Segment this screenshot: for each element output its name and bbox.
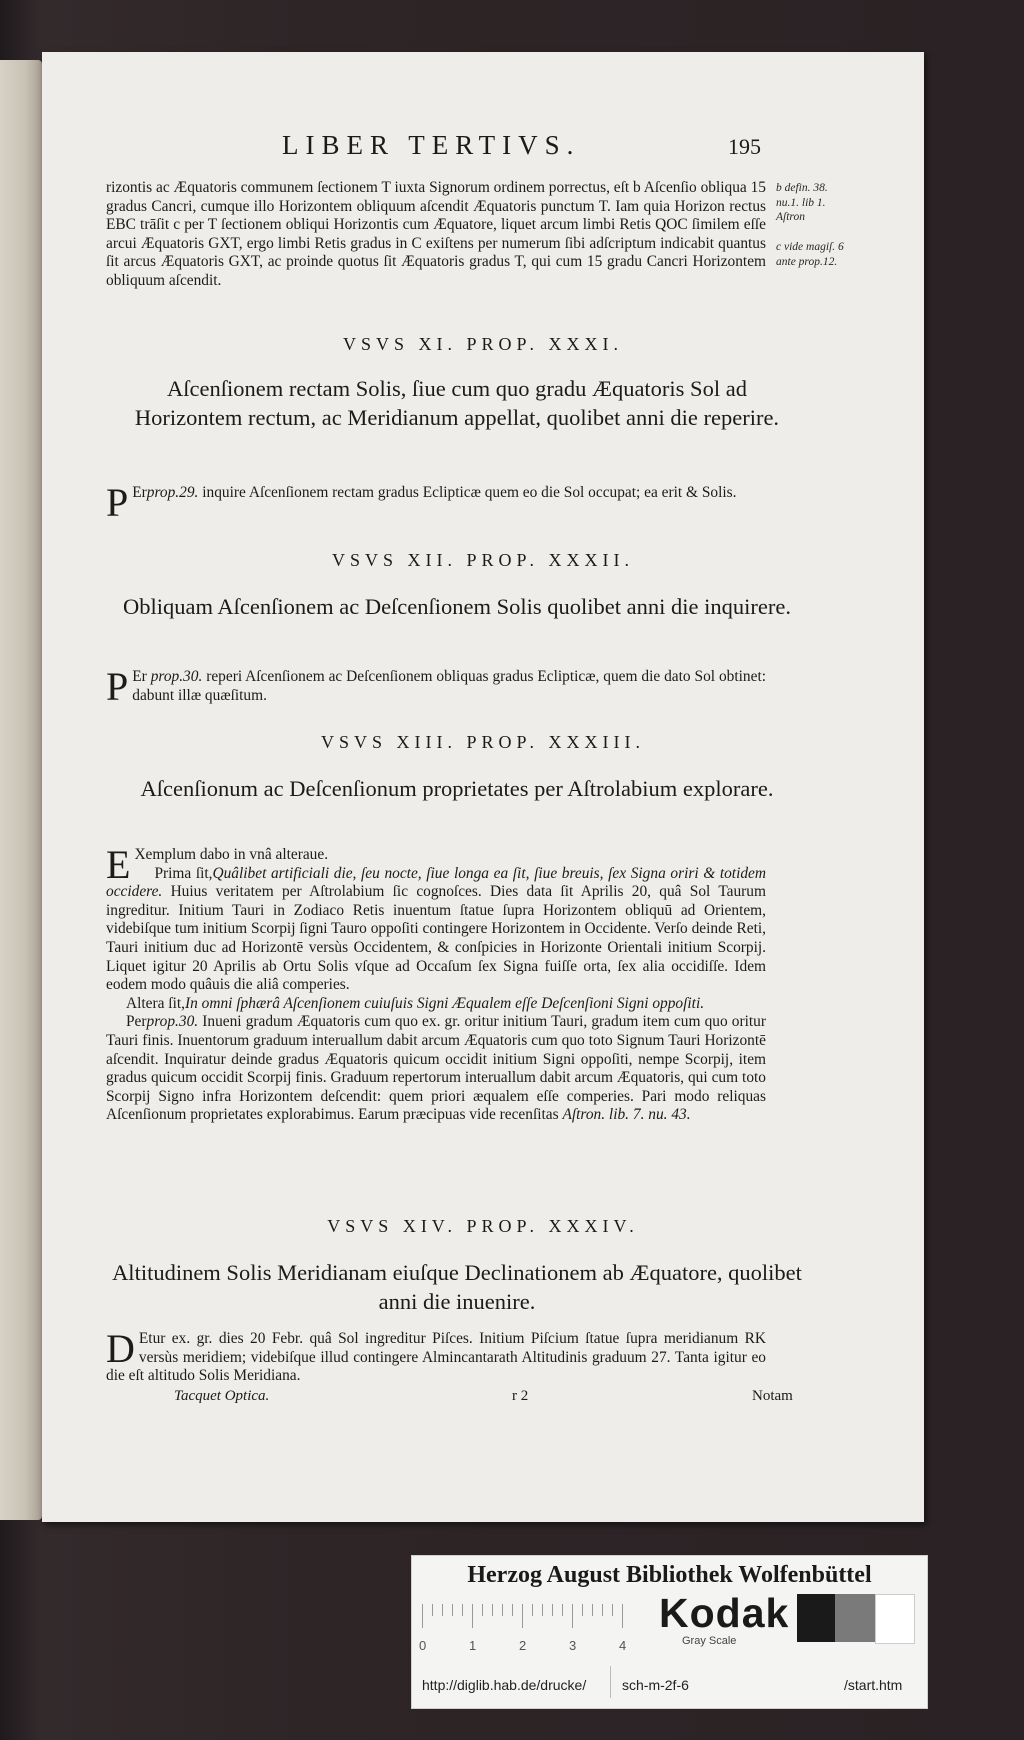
paragraph-lead: Prima ſit,: [154, 864, 213, 882]
section-body: inquire Aſcenſionem rectam gradus Eclipticæ quem eo die Sol occupat; ea erit & Solis.: [202, 484, 737, 501]
header-title: LIBER TERTIVS.: [282, 130, 581, 160]
dropcap-letter: P: [106, 480, 129, 525]
section-heading-usus-xiii: VSVS XIII. PROP. XXXIII.: [320, 732, 645, 752]
swatch-white: [875, 1594, 915, 1644]
text-lead: Er: [132, 668, 147, 685]
section-title-usus-xii: Obliquam Aſcenſionem ac Deſcenſionem Solis quolibet anni die inquirere.: [123, 594, 791, 619]
text-lead: Er: [132, 484, 147, 501]
label-divider: [610, 1666, 611, 1698]
section-body: reperi Aſcenſionem ac Deſcenſionem obliquas gradus Eclipticæ, quem die dato Sol obtinet: dabunt illæ quæſitum.: [132, 668, 766, 704]
url-start: /start.htm: [844, 1677, 903, 1693]
facing-page-edge: [0, 60, 42, 1520]
signature-left: Tacquet Optica.: [174, 1388, 270, 1404]
scale-number: 1: [469, 1638, 477, 1653]
intro-text: rizontis ac Æquatoris communem ſectionem T iuxta Signorum ordinem porrectus, eſt b Aſcenſio obliqua 15 gradus Cancri, cumque illo Horizontem obliquum aſcendit Æquatoris punctum T. Iam quia Horizon rectus EBC trāſit c per T ſectionem obliqui Horizontis cum Æquatore, liquet arcum limbi Retis QOC ſimilem eſſe arcui Æquatoris GXT, ergo limbi Retis gradus in C exiſtens per numerum ſibi adſcriptum indicabit quantus ſit arcus Æquatoris GXT, ac proinde quotus ſit Æquatoris gradus T, qui cum 15 gradu Cancri Horizontem obliquum aſcendit.: [106, 179, 766, 289]
paragraph-lead: Altera ſit,: [126, 994, 185, 1012]
kodak-logo: Kodak: [659, 1590, 790, 1636]
paragraph-lead: Xemplum dabo in vnâ alteraue.: [134, 846, 329, 863]
paragraph-altera: [106, 995, 766, 1014]
section-text-usus-xi: [106, 480, 766, 525]
dropcap-letter: E: [106, 842, 131, 887]
section-body: Etur ex. gr. dies 20 Febr. quâ Sol ingreditur Piſces. Initium Piſcium ſtatue ſupra meridianum RK versùs meridiem; videbiſque illud contingere Almincantarath Altitudinis graduum 27. Tanta igitur eo die eſt altitudo Solis Meridiana.: [106, 1330, 766, 1385]
margin-note-b: b defin. 38. nu.1. lib 1. Aſtron: [776, 182, 828, 223]
intro-paragraph: [106, 179, 766, 291]
scale-ruler: [422, 1604, 627, 1628]
scale-number: 0: [419, 1638, 427, 1653]
section-heading-usus-xiv: VSVS XIV. PROP. XXXIV.: [327, 1216, 639, 1236]
swatch-black: [797, 1594, 835, 1642]
section-title-usus-xiii: Aſcenſionum ac Deſcenſionum proprietates per Aſtrolabium explorare.: [140, 776, 774, 801]
prop-reference: prop.30.: [150, 668, 203, 685]
section-text-usus-xiii: [106, 842, 766, 1125]
url-base: http://diglib.hab.de/drucke/: [422, 1677, 587, 1693]
thesis-italic: In omni ſphærâ Aſcenſionem cuiuſuis Signi Æqualem eſſe Deſcenſioni Signi oppoſiti.: [184, 994, 705, 1012]
paragraph-lead: Per: [126, 1013, 147, 1031]
paragraph-prima: [106, 865, 766, 995]
scale-number: 4: [619, 1638, 627, 1653]
section-heading-usus-xii: VSVS XII. PROP. XXXII.: [331, 550, 635, 570]
signature-mark: r 2: [512, 1388, 529, 1404]
section-text-usus-xiv: [106, 1326, 766, 1386]
section-heading-usus-xi: VSVS XI. PROP. XXXI.: [342, 334, 624, 354]
scale-number: 3: [569, 1638, 577, 1653]
paragraph-body: Inueni gradum Æquatoris cum quo ex. gr. oritur initium Tauri, gradum item cum quo oritur Tauri finis. Inuentorum graduum interuallum dabit arcum Æquatoris cum quo toto Signum Tauri Horizontē aſcendit. Inquiratur deinde gradus Æquatoris quicum occidit initium Signi oppoſiti, nempe Scorpij, item gradus quicum occidit Scorpij finis. Graduum repertorum interuallum dabit arcum Æquatoris, qui cum toto Scorpij Signo infra Horizontem deſcendit: quem priori æqualem eſſe comperies. Pari modo reliquas Aſcenſionum proprietates explorabimus. Earum præcipuas vide recenſitas: [106, 1013, 766, 1124]
prop-reference: prop.30.: [146, 1013, 199, 1031]
margin-note-c: c vide magiſ. 6 ante prop.12.: [776, 241, 844, 268]
library-title: Herzog August Bibliothek Wolfenbüttel: [467, 1562, 872, 1588]
dropcap-letter: D: [106, 1326, 135, 1371]
thesis-italic: Quâlibet artificiali die, ſeu nocte, ſiue longa ea ſit, ſiue breuis, ſex Signa oriri & totidem occidere.: [106, 864, 766, 901]
library-label: [411, 1555, 928, 1709]
catchword: Notam: [752, 1388, 793, 1404]
dropcap-letter: P: [106, 664, 129, 709]
paragraph-body: Huius veritatem per Aſtrolabium ſic cognoſces. Dies data ſit Aprilis 20, quâ Sol Taurum ingreditur. Initium Tauri in Zodiaco Retis inuentum ſtatue ſupra Horizontem obliquū ad Orientem, videbiſque tum initium Scorpij ſigni Tauro oppoſiti contingere Horizontem in Occidente. Verſo deinde Reti, Tauri initium duc ad Horizontē versùs Occidentem, & conſpicies in Horizonte Orientali initium Scorpij. Liquet igitur 20 Aprilis ab Ortu Solis vſque ad Occaſum ſex Signa fuiſſe orta, ſex alia occidiſſe. Idem eodem modo quâuis die aliâ comperies.: [106, 883, 766, 994]
page-number: 195: [728, 134, 761, 159]
swatch-gray: [835, 1594, 875, 1642]
section-text-usus-xii: [106, 664, 766, 709]
prop-reference: prop.29.: [146, 484, 199, 501]
section-title-usus-xi: Aſcenſionem rectam Solis, ſiue cum quo gradu Æquatoris Sol ad Horizontem rectum, ac Meridianum appellat, quolibet anni die reperire.: [134, 376, 780, 430]
page-footer: [174, 1388, 804, 1408]
url-shelfmark: sch-m-2f-6: [622, 1677, 689, 1693]
running-header: [42, 130, 924, 170]
astron-reference: Aſtron. lib. 7. nu. 43.: [562, 1106, 691, 1124]
scale-number: 2: [519, 1638, 527, 1653]
gray-scale-caption: Gray Scale: [682, 1635, 737, 1647]
section-title-usus-xiv: Altitudinem Solis Meridianam eiuſque Declinationem ab Æquatore, quolibet anni die inuenire.: [112, 1260, 802, 1314]
book-page: [42, 52, 924, 1522]
paragraph-proof: [106, 1013, 766, 1125]
